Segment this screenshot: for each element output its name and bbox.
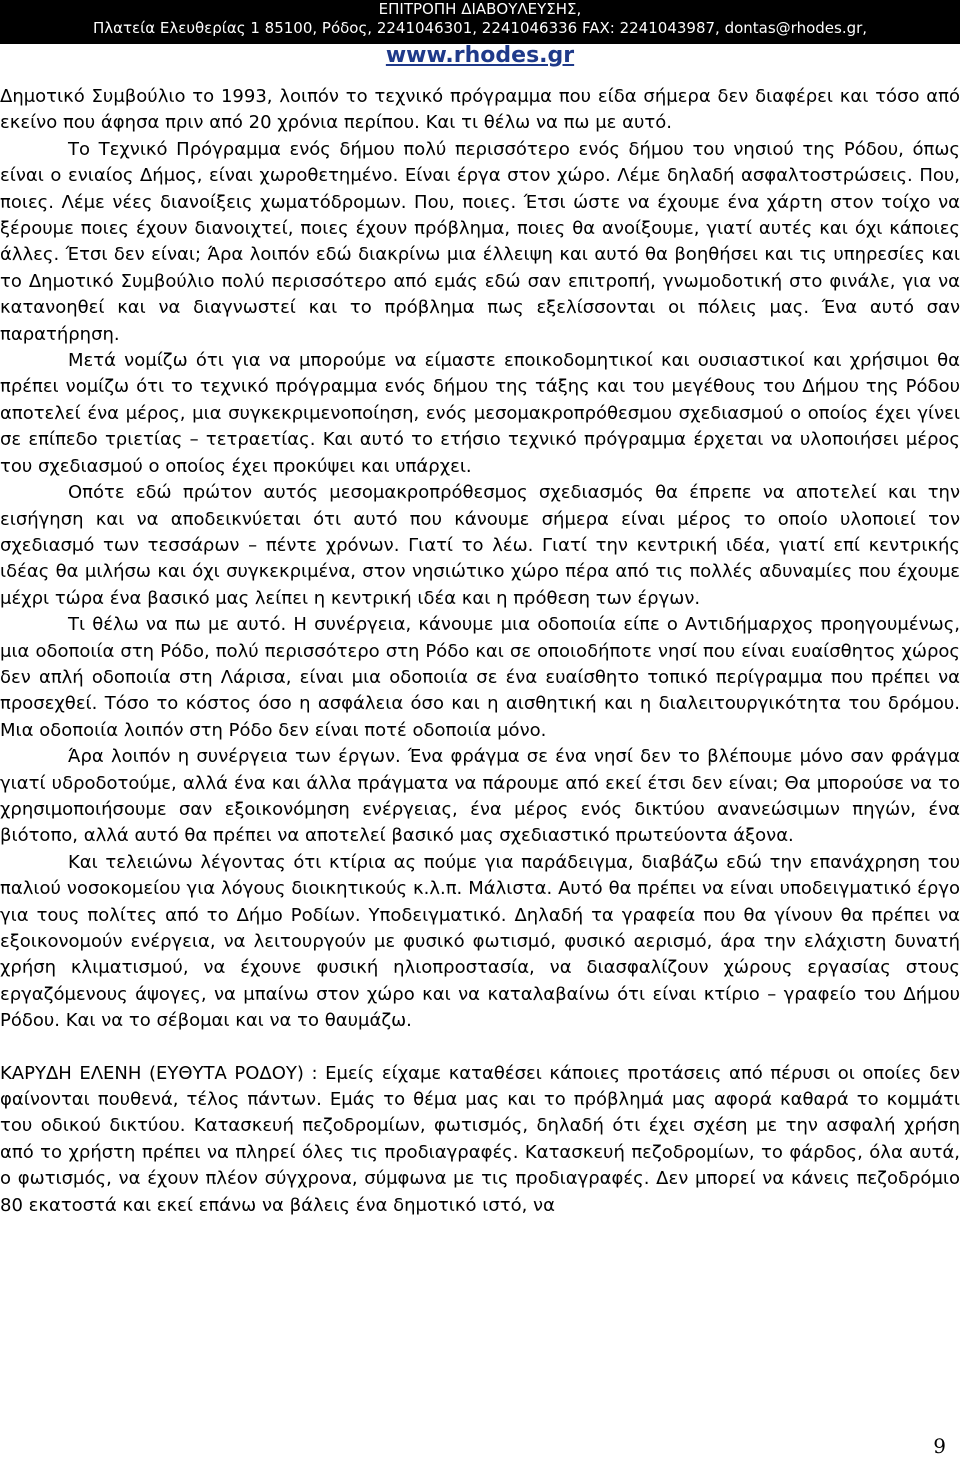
- header-bar: [0, 0, 960, 44]
- speaker-paragraph: ΚΑΡΥΔΗ ΕΛΕΝΗ (ΕΥΘΥΤΑ ΡΟΔΟΥ) : Εμείς είχαμε καταθέσει κάποιες προτάσεις από πέρυσι οι οποίες δεν φαίνονται πουθενά, τέλος πάντων. Εμάς το θέμα μας και το πρόβλημά μας αφορά καθαρά το κομμάτι του οδικού δικτύου. Κατασκευή πεζοδρομίων, φωτισμός, δηλαδή ότι έχει σχέση με την ασφαλή χρήση από το χρήστη πρέπει να πληρεί όλες τις προδιαγραφές. Κατασκευή πεζοδρομίων, το φάρδος, όλα αυτά, ο φωτισμός, να έχουν πλέον σύγχρονα, σύμφωνα με τις προδιαγραφές. Δεν μπορεί να κάνεις πεζοδρόμιο 80 εκατοστά και εκεί επάνω να βάλεις ένα δημοτικό ιστό, να: [0, 1062, 960, 1216]
- paragraph: Άρα λοιπόν η συνέργεια των έργων. Ένα φράγμα σε ένα νησί δεν το βλέπουμε μόνο σαν φράγμα γιατί υδροδοτούμε, αλλά ένα και άλλα πράγματα να πάρουμε από εκεί έτσι δεν είναι; Θα μπορούσε να το χρησιμοποιήσουμε σαν εξοικονόμηση ενέργειας, ένα μέρος ενός δικτύου ανανεώσιμων πηγών, ένα βιότοπο, αλλά αυτό θα πρέπει να αποτελεί βασικό μας σχεδιαστικό πρωτεύοντα άξονα.: [0, 746, 960, 847]
- paragraph: Το Τεχνικό Πρόγραμμα ενός δήμου πολύ περισσότερο ενός δήμου του νησιού της Ρόδου, όπως είναι ο ενιαίος Δήμος, είναι χωροθετημένο. Είναι έργα στον χώρο. Λέμε δηλαδή ασφαλτοστρώσεις. Που, ποιες. Λέμε νέες διανοίξεις χωματόδρομων. Που, ποιες. Έτσι ώστε να έχουμε ένα χάρτη στον τοίχο να ξέρουμε ποιες έχουν διανοιχτεί, ποιες έχουν πρόβλημα, ποιες θα ανοίξουμε, γιατί αυτές και όχι κάποιες άλλες. Έτσι δεν είναι; Άρα λοιπόν εδώ διακρίνω μια έλλειψη και αυτό θα βοηθήσει και τις υπηρεσίες και το Δημοτικό Συμβούλιο πολύ περισσότερο από εμάς εδώ σαν επιτροπή, γνωμοδοτική στο φινάλε, για να κατανοηθεί και να διαγνωστεί και το πρόβλημα πως εξελίσσονται οι πόλεις μας. Ένα αυτό σαν παρατήρηση.: [0, 138, 960, 345]
- paragraph: Οπότε εδώ πρώτον αυτός μεσομακροπρόθεσμος σχεδιασμός θα έπρεπε να αποτελεί και την εισήγηση και να αποδεικνύεται ότι αυτό που κάνουμε σήμερα είναι μέρος το οποίο υλοποιεί τον σχεδιασμό των τεσσάρων – πέντε χρόνων. Γιατί το λέω. Γιατί την κεντρική ιδέα, γιατί επί κεντρικής ιδέας θα μιλήσω και όχι συγκεκριμένα, στον νησιώτικο χώρο πέρα από τις πολλές αδυναμίες που έχουμε μέχρι τώρα ένα βασικό μας λείπει η κεντρική ιδέα και η πρόθεση των έργων.: [0, 482, 960, 609]
- page-number: 9: [933, 1434, 946, 1458]
- header-contact-info: Πλατεία Ελευθερίας 1 85100, Ρόδος, 2241046301, 2241046336 FAX: 2241043987, dontas@rhodes.gr,: [92, 19, 868, 37]
- website-link[interactable]: www.rhodes.gr: [385, 43, 575, 68]
- document-header: [0, 0, 960, 68]
- paragraph: Και τελειώνω λέγοντας ότι κτίρια ας πούμε για παράδειγμα, διαβάζω εδώ την επανάχρηση του παλιού νοσοκομείου για λόγους διοικητικούς κ.λ.π. Μάλιστα. Αυτό θα πρέπει να είναι υποδειγματικό έργο για τους πολίτες από το Δήμο Ροδίων. Υποδειγματικό. Δηλαδή τα γραφεία που θα γίνουν θα πρέπει να εξοικονομούν ενέργεια, να λειτουργούν με φυσικό φωτισμό, φυσικό αερισμό, άρα την ελάχιστη δυνατή χρήση κλιματισμού, να έχουνε φυσική ηλιοπροστασία, να διασφαλίζουν χώρους εργασίας στους εργαζόμενους άψογες, να μπαίνω στον χώρο και να καταλαβαίνω ότι είναι κτίριο – γραφείο του Δήμου Ρόδου. Και να το σέβομαι και να το θαυμάζω.: [0, 851, 960, 1032]
- paragraph: Δημοτικό Συμβούλιο το 1993, λοιπόν το τεχνικό πρόγραμμα που είδα σήμερα δεν διαφέρει και τόσο από εκείνο που άφησα πριν από 20 χρόνια περίπου. Και τι θέλω να πω με αυτό.: [0, 86, 960, 134]
- paragraph-spacer: [0, 1035, 960, 1061]
- paragraph: Μετά νομίζω ότι για να μπορούμε να είμαστε εποικοδομητικοί και ουσιαστικοί και χρήσιμοι θα πρέπει νομίζω ότι το τεχνικό πρόγραμμα ενός δήμου της τάξης και του μεγέθους του Δήμου της Ρόδου αποτελεί ένα μέρος, μια συγκεκριμενοποίηση, ενός μεσομακροπρόθεσμου σχεδιασμού ο οποίος έχει γίνει σε επίπεδο τριετίας – τετραετίας. Και αυτό το ετήσιο τεχνικό πρόγραμμα έρχεται να υλοποιήσει μέρος του σχεδιασμού ο οποίος έχει προκύψει και υπάρχει.: [0, 350, 960, 477]
- document-body: [0, 84, 960, 1219]
- header-organization: ΕΠΙΤΡΟΠΗ ΔΙΑΒΟΥΛΕΥΣΗΣ,: [378, 0, 582, 18]
- paragraph: Τι θέλω να πω με αυτό. Η συνέργεια, κάνουμε μια οδοποιία είπε ο Αντιδήμαρχος προηγουμένως, μια οδοποιία στη Ρόδο, πολύ περισσότερο στη Ρόδο και σε οποιοδήποτε νησί που είναι ευαίσθητος χώρος δεν απλή οδοποιία στη Λάρισα, είναι μια οδοποιία σε ένα ευαίσθητο τοπικό περίγραμμα που πρέπει να προσεχθεί. Τόσο το κόστος όσο η ασφάλεια όσο και η αισθητική και η διαλειτουργικότητα του δρόμου. Μια οδοποιία λοιπόν στη Ρόδο δεν είναι ποτέ οδοποιία μόνο.: [0, 614, 960, 741]
